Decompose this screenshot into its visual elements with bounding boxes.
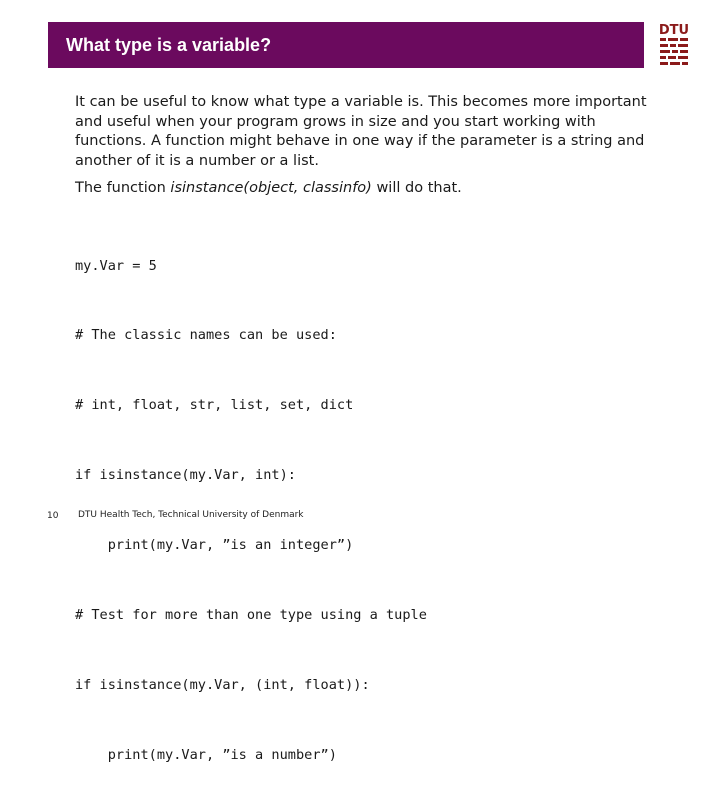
- slide-title-bar: [48, 22, 644, 68]
- code-line: # Test for more than one type using a tuple: [75, 607, 427, 624]
- function-signature: isinstance(object, classinfo): [170, 180, 372, 196]
- svg-text:DTU: DTU: [658, 23, 690, 38]
- page-number: 10: [47, 511, 59, 521]
- code-line: # The classic names can be used:: [75, 327, 337, 344]
- code-line: if isinstance(my.Var, (int, float)):: [75, 676, 370, 693]
- function-paragraph-end: will do that.: [371, 180, 462, 196]
- code-line: if isinstance(my.Var, int):: [75, 467, 296, 484]
- function-paragraph: [75, 179, 655, 199]
- slide-title: What type is a variable?: [66, 35, 272, 55]
- footer-institution: DTU Health Tech, Technical University of Denmark: [78, 510, 304, 520]
- code-block: [75, 208, 427, 790]
- code-line: print(my.Var, ”is a number”): [75, 746, 337, 763]
- dtu-logo-icon: [650, 20, 698, 68]
- code-line: # int, float, str, list, set, dict: [75, 397, 354, 414]
- code-line: my.Var = 5: [75, 257, 157, 274]
- code-line: print(my.Var, ”is an integer”): [75, 537, 354, 554]
- function-paragraph-start: The function: [75, 180, 171, 196]
- intro-paragraph: It can be useful to know what type a variable is. This becomes more important and useful when your program grows in size and you start working with functions. A function might behave in one way if the parameter is a string and another of it is a number or a list.: [75, 94, 647, 169]
